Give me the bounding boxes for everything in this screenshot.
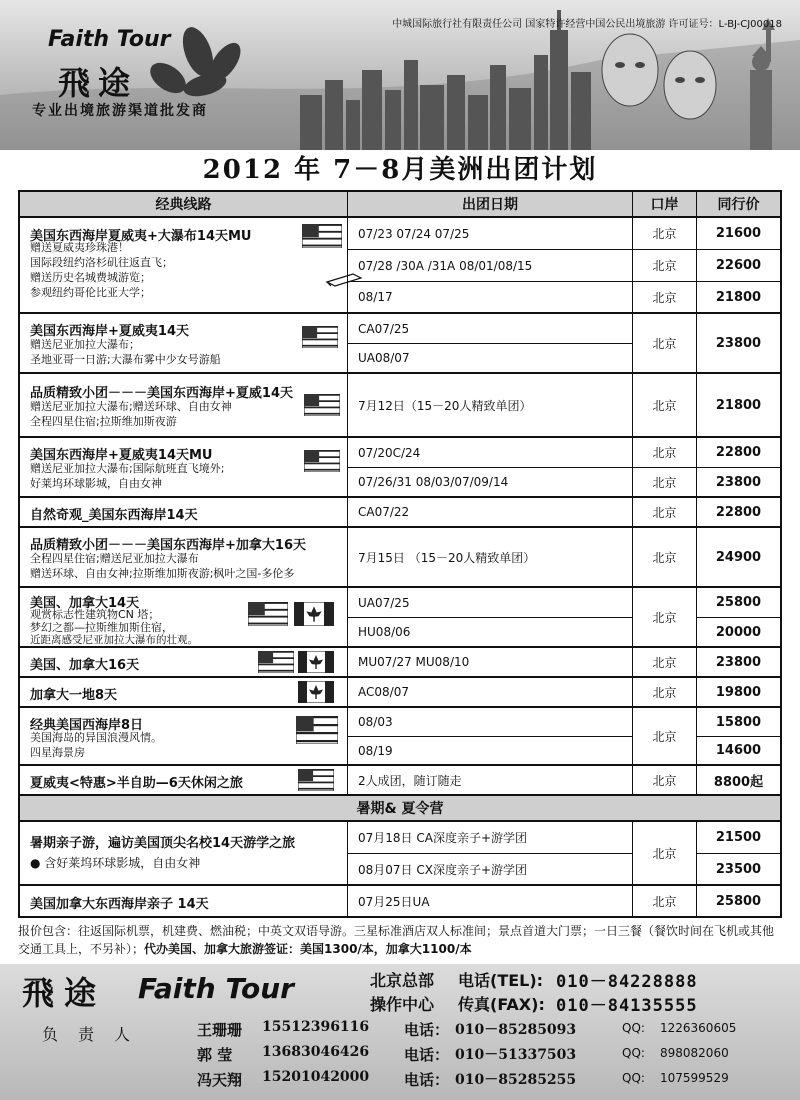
route-title: 美国东西海岸夏威夷+大瀑布14天MU bbox=[30, 229, 252, 244]
contact-qq: 107599529 bbox=[660, 1071, 729, 1085]
visa-note: 代办美国、加拿大旅游签证：美国1300/本，加拿大1100/本 bbox=[144, 942, 472, 956]
departure-date: 08/03 bbox=[358, 715, 393, 729]
route-desc: 梦幻之都—拉斯维加斯住宿， bbox=[30, 621, 173, 634]
footer-brand-en: Faith Tour bbox=[138, 972, 294, 1005]
contact-phone-label: 电话： bbox=[404, 1046, 450, 1064]
contact-qq-label: QQ: bbox=[622, 1021, 645, 1035]
departure-price: 21500 bbox=[715, 830, 762, 845]
hq-fax: 010－84135555 bbox=[556, 996, 698, 1016]
departure-price: 20000 bbox=[697, 617, 780, 646]
route-row bbox=[20, 496, 780, 526]
departure-price: 14600 bbox=[697, 736, 780, 764]
price-inclusion-note bbox=[18, 922, 782, 958]
brand-logo-en: Faith Tour bbox=[48, 27, 171, 52]
departure-price: 25800 bbox=[715, 595, 762, 610]
route-title: 暑期亲子游，遍访美国顶尖名校14天游学之旅 bbox=[30, 836, 296, 851]
departure-date: 07月25日UA bbox=[358, 894, 430, 909]
usa-flag-icon bbox=[304, 450, 340, 472]
departure-price: 23800 bbox=[715, 654, 762, 670]
departure-price: 23800 bbox=[715, 335, 762, 351]
ops-label: 操作中心 bbox=[370, 995, 435, 1014]
route-desc: 美国海岛的异国浪漫风情。 bbox=[30, 731, 162, 744]
tour-schedule-table bbox=[18, 190, 782, 918]
header-banner bbox=[0, 0, 800, 150]
page-title: 2012 年 7－8月美洲出团计划 bbox=[202, 155, 598, 185]
route-desc: 圣地亚哥一日游;大瀑布雾中少女号游船 bbox=[30, 353, 221, 366]
hq-tel: 010－84228888 bbox=[556, 972, 698, 992]
hq-label: 北京总部 bbox=[370, 971, 435, 990]
route-title: 美国加拿大东西海岸亲子 14天 bbox=[30, 897, 209, 912]
license-text: 中城国际旅行社有限责任公司 国家特许经营中国公民出境旅游 许可证号：L-BJ-CJ00018 bbox=[392, 19, 782, 30]
departure-date: 7月12日（15－20人精致单团） bbox=[358, 398, 532, 413]
camp-route-row bbox=[20, 884, 780, 916]
departure-port: 北京 bbox=[652, 505, 677, 520]
brand-logo-cn: 飛途 bbox=[58, 64, 139, 102]
departure-date: 2人成团，随订随走 bbox=[358, 773, 462, 788]
route-row bbox=[20, 706, 780, 764]
departure-price: 22800 bbox=[715, 445, 762, 460]
route-desc: 全程四星住宿;拉斯维加斯夜游 bbox=[30, 415, 177, 428]
route-desc: 参观纽约哥伦比亚大学； bbox=[30, 286, 151, 299]
route-desc: 近距离感受尼亚加拉大瀑布的壮观。 bbox=[30, 634, 198, 646]
route-row bbox=[20, 372, 780, 436]
responsible-label: 负责人 bbox=[42, 1025, 151, 1044]
route-title: 美国、加拿大16天 bbox=[30, 658, 140, 673]
header-port: 口岸 bbox=[632, 192, 696, 216]
departure-price: 19800 bbox=[715, 684, 762, 700]
departure-port: 北京 bbox=[652, 846, 677, 861]
departure-price: 21800 bbox=[715, 397, 762, 413]
contact-phone: 010－51337503 bbox=[455, 1047, 577, 1063]
usa-flag-icon bbox=[298, 769, 334, 791]
departure-port: 北京 bbox=[633, 281, 696, 312]
table-header-row bbox=[20, 192, 780, 216]
usa-flag-icon bbox=[296, 716, 338, 744]
route-title: 美国、加拿大14天 bbox=[30, 596, 140, 611]
departure-date: 07/23 07/24 07/25 bbox=[358, 226, 470, 241]
contact-qq-label: QQ: bbox=[622, 1071, 645, 1085]
departure-date: 08/19 bbox=[348, 736, 632, 764]
usa-flag-icon bbox=[258, 651, 294, 673]
departure-date: 07/20C/24 bbox=[358, 445, 421, 460]
departure-date: CA07/22 bbox=[358, 505, 410, 519]
fax-label: 传真(FAX): bbox=[458, 995, 545, 1014]
canada-flag-icon bbox=[298, 651, 334, 673]
route-desc: 观赏标志性建筑物CN 塔； bbox=[30, 608, 160, 621]
usa-flag-icon bbox=[248, 602, 288, 626]
note-text: 报价包含：往返国际机票，机建费、燃油税；中英文双语导游。三星标准酒店双人标准间；景点首道大门票；一日三餐（餐饮时间在飞机或其他交通工具上，不另补）； bbox=[18, 924, 775, 956]
contact-mobile: 13683046426 bbox=[262, 1044, 370, 1060]
departure-date: UA07/25 bbox=[358, 595, 410, 610]
route-desc: 好莱坞环球影城，自由女神 bbox=[30, 477, 162, 490]
route-desc: 赠送尼亚加拉大瀑布;国际航班直飞境外; bbox=[30, 462, 225, 475]
route-title: 加拿大一地8天 bbox=[30, 688, 118, 703]
departure-date: MU07/27 MU08/10 bbox=[358, 655, 470, 669]
route-desc: 四星海景房 bbox=[30, 746, 85, 759]
header-route: 经典线路 bbox=[155, 197, 212, 213]
route-title: 美国东西海岸+夏威夷14天MU bbox=[30, 448, 213, 463]
departure-date: CA07/25 bbox=[358, 321, 410, 336]
departure-port: 北京 bbox=[652, 550, 677, 565]
departure-port: 北京 bbox=[652, 446, 677, 460]
contact-qq-label: QQ: bbox=[622, 1046, 645, 1060]
contact-mobile: 15512396116 bbox=[262, 1019, 370, 1035]
footer-contact bbox=[0, 964, 800, 1100]
route-row bbox=[20, 216, 780, 312]
departure-port: 北京 bbox=[652, 655, 677, 670]
departure-port: 北京 bbox=[652, 773, 677, 788]
departure-price: 25800 bbox=[715, 893, 762, 909]
departure-port: 北京 bbox=[652, 685, 677, 700]
departure-date: 07/26/31 08/03/07/09/14 bbox=[348, 467, 632, 496]
departure-port: 北京 bbox=[652, 398, 677, 413]
departure-port: 北京 bbox=[652, 729, 677, 744]
departure-port: 北京 bbox=[633, 249, 696, 281]
usa-flag-icon bbox=[302, 224, 342, 248]
contact-qq: 898082060 bbox=[660, 1046, 729, 1060]
departure-price: 15800 bbox=[715, 714, 762, 730]
route-row bbox=[20, 646, 780, 676]
route-desc: 赠送环球、自由女神;拉斯维加斯夜游;枫叶之国-多伦多 bbox=[30, 567, 295, 580]
route-title: 品质精致小团－－－美国东西海岸+夏威14天 bbox=[30, 386, 293, 401]
summer-camp-header: 暑期& 夏令营 bbox=[20, 794, 780, 820]
departure-date: AC08/07 bbox=[358, 685, 409, 699]
route-row bbox=[20, 676, 780, 706]
contact-name: 郭 莹 bbox=[197, 1046, 233, 1064]
tagline: 专业出境旅游渠道批发商 bbox=[32, 103, 208, 119]
route-row bbox=[20, 586, 780, 646]
canada-flag-icon bbox=[294, 602, 334, 626]
route-title: 自然奇观_美国东西海岸14天 bbox=[30, 508, 198, 523]
contact-qq: 1226360605 bbox=[660, 1021, 737, 1035]
route-desc: ● 含好莱坞环球影城，自由女神 bbox=[30, 856, 201, 870]
header-price: 同行价 bbox=[696, 192, 780, 216]
departure-date: 7月15日 （15－20人精致单团） bbox=[358, 550, 536, 565]
departure-date: 07/28 /30A /31A 08/01/08/15 bbox=[348, 249, 632, 281]
route-desc: 赠送尼亚加拉大瀑布;赠送环球、自由女神 bbox=[30, 400, 232, 413]
departure-price: 22600 bbox=[697, 249, 780, 281]
contact-phone-label: 电话： bbox=[404, 1071, 450, 1089]
tel-label: 电话(TEL): bbox=[458, 971, 544, 990]
route-row bbox=[20, 312, 780, 372]
departure-price: 21800 bbox=[697, 281, 780, 312]
contact-mobile: 15201042000 bbox=[262, 1069, 370, 1085]
contact-phone: 010－85285093 bbox=[455, 1022, 577, 1038]
route-row bbox=[20, 436, 780, 496]
camp-route-row bbox=[20, 820, 780, 884]
departure-port: 北京 bbox=[652, 894, 677, 909]
departure-port: 北京 bbox=[652, 610, 677, 625]
departure-port: 北京 bbox=[633, 467, 696, 496]
contact-name: 冯天翔 bbox=[197, 1071, 243, 1089]
departure-date: HU08/06 bbox=[348, 617, 632, 646]
canada-flag-icon bbox=[298, 681, 334, 703]
departure-price: 21600 bbox=[715, 226, 762, 241]
contact-name: 王珊珊 bbox=[197, 1021, 243, 1039]
route-title: 美国东西海岸+夏威夷14天 bbox=[30, 324, 189, 339]
departure-date: UA08/07 bbox=[348, 343, 632, 372]
route-desc: 国际段纽约洛杉矶往返直飞； bbox=[30, 256, 173, 269]
header-date: 出团日期 bbox=[347, 192, 632, 216]
departure-date: 08/17 bbox=[348, 281, 632, 312]
route-title: 经典美国西海岸8日 bbox=[30, 718, 144, 733]
departure-price: 22800 bbox=[715, 504, 762, 520]
departure-date: 08月07日 CX深度亲子+游学团 bbox=[348, 853, 632, 884]
departure-price: 23500 bbox=[697, 853, 780, 884]
departure-price: 23800 bbox=[697, 467, 780, 496]
route-desc: 赠送历史名城费城游览； bbox=[30, 271, 151, 284]
contact-phone-label: 电话： bbox=[404, 1021, 450, 1039]
contact-phone: 010－85285255 bbox=[455, 1072, 577, 1088]
route-row bbox=[20, 764, 780, 794]
usa-flag-icon bbox=[304, 394, 340, 416]
route-title: 品质精致小团－－－美国东西海岸+加拿大16天 bbox=[30, 538, 306, 553]
usa-flag-icon bbox=[302, 326, 338, 348]
route-row bbox=[20, 526, 780, 586]
route-desc: 赠送夏威夷珍珠港！ bbox=[30, 241, 129, 254]
route-desc: 赠送尼亚加拉大瀑布； bbox=[30, 338, 140, 351]
departure-price: 24900 bbox=[715, 549, 762, 565]
departure-port: 北京 bbox=[652, 227, 677, 241]
footer-brand-cn: 飛途 bbox=[22, 974, 107, 1012]
route-desc: 全程四星住宿;赠送尼亚加拉大瀑布 bbox=[30, 552, 199, 565]
departure-port: 北京 bbox=[652, 336, 677, 351]
departure-price: 8800起 bbox=[713, 774, 764, 790]
departure-date: 07月18日 CA深度亲子+游学团 bbox=[358, 831, 527, 845]
route-title: 夏威夷<特惠>半自助—6天休闲之旅 bbox=[30, 776, 243, 791]
